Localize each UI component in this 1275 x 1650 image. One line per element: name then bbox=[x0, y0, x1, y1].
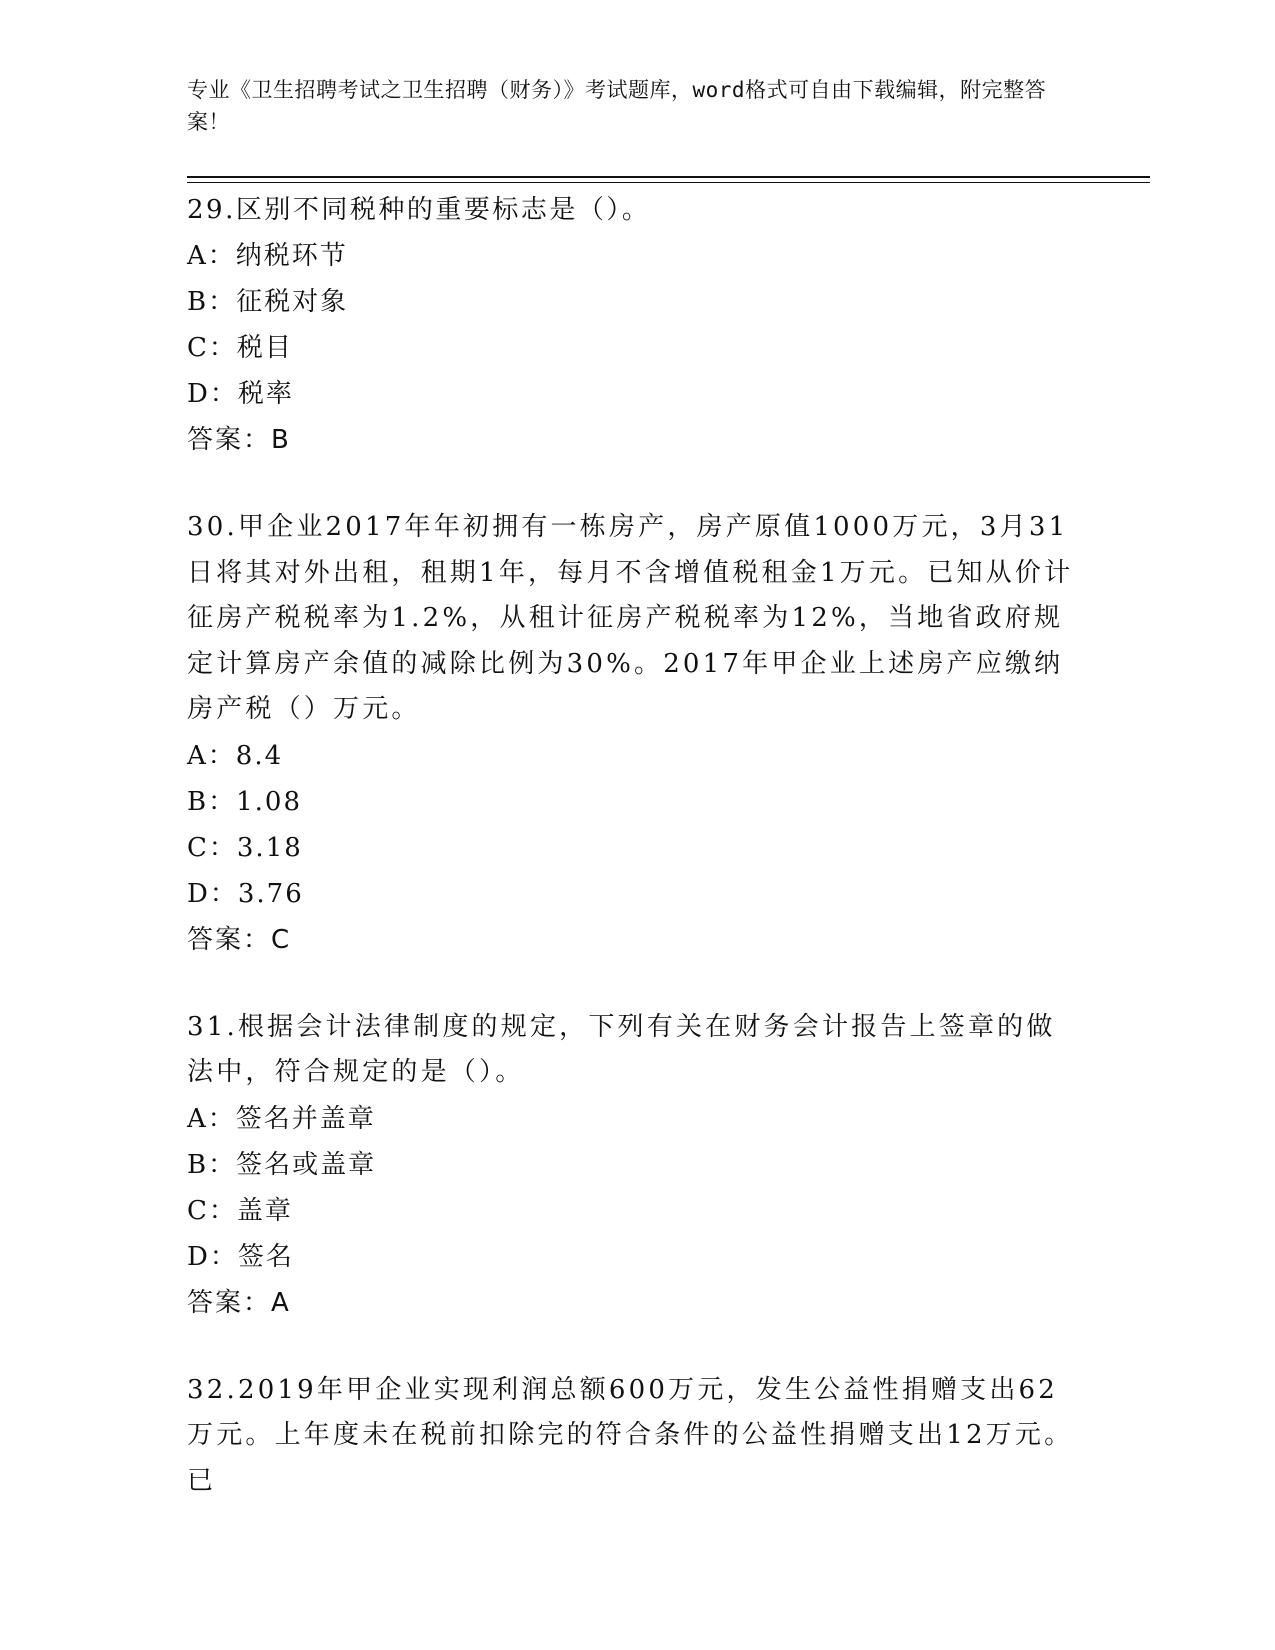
option-a: A：8.4 bbox=[187, 740, 284, 771]
option-d: D：3.76 bbox=[187, 878, 304, 909]
question-stem: 31.根据会计法律制度的规定，下列有关在财务会计报告上签章的做法中，符合规定的是（）。 bbox=[187, 1011, 1056, 1087]
option-c: C：3.18 bbox=[187, 832, 303, 863]
question-29 bbox=[187, 187, 1077, 463]
question-list bbox=[187, 187, 1077, 1504]
header-intro-text: 专业《卫生招聘考试之卫生招聘（财务）》考试题库，word格式可自由下载编辑，附完整答案！ bbox=[187, 78, 1047, 134]
answer-line: 答案：B bbox=[187, 425, 291, 455]
answer-line: 答案：A bbox=[187, 1287, 291, 1318]
option-b: B：签名或盖章 bbox=[187, 1149, 377, 1180]
option-a: A：签名并盖章 bbox=[187, 1103, 376, 1134]
question-stem: 32.2019年甲企业实现利润总额600万元，发生公益性捐赠支出62万元。上年度未在税前扣除完的符合条件的公益性捐赠支出12万元。已 bbox=[187, 1374, 1074, 1496]
option-c: C：盖章 bbox=[187, 1195, 293, 1226]
question-gap bbox=[187, 463, 1077, 505]
option-c: C：税目 bbox=[187, 333, 293, 363]
question-stem: 30.甲企业2017年年初拥有一栋房产，房产原值1000万元，3月31日将其对外出租，租期1年，每月不含增值税租金1万元。已知从价计征房产税税率为1.2%，从租计征房产税税率为12%，当地省政府规定计算房产余值的减除比例为30%。2017年甲企业上述房产应缴纳房产税（）万元。 bbox=[187, 512, 1074, 724]
option-b: B：1.08 bbox=[187, 786, 302, 817]
question-31 bbox=[187, 1005, 1077, 1326]
header-divider-thin bbox=[187, 182, 1150, 183]
question-stem: 29.区别不同税种的重要标志是（）。 bbox=[187, 195, 651, 225]
question-32 bbox=[187, 1368, 1077, 1505]
option-b: B：征税对象 bbox=[187, 287, 349, 317]
option-d: D：签名 bbox=[187, 1241, 294, 1272]
document-header bbox=[187, 74, 1067, 138]
question-gap bbox=[187, 963, 1077, 1005]
answer-line: 答案：C bbox=[187, 924, 292, 955]
option-d: D：税率 bbox=[187, 379, 294, 409]
question-30 bbox=[187, 505, 1077, 963]
header-divider-thick bbox=[187, 176, 1150, 178]
question-gap bbox=[187, 1326, 1077, 1368]
option-a: A：纳税环节 bbox=[187, 241, 348, 271]
